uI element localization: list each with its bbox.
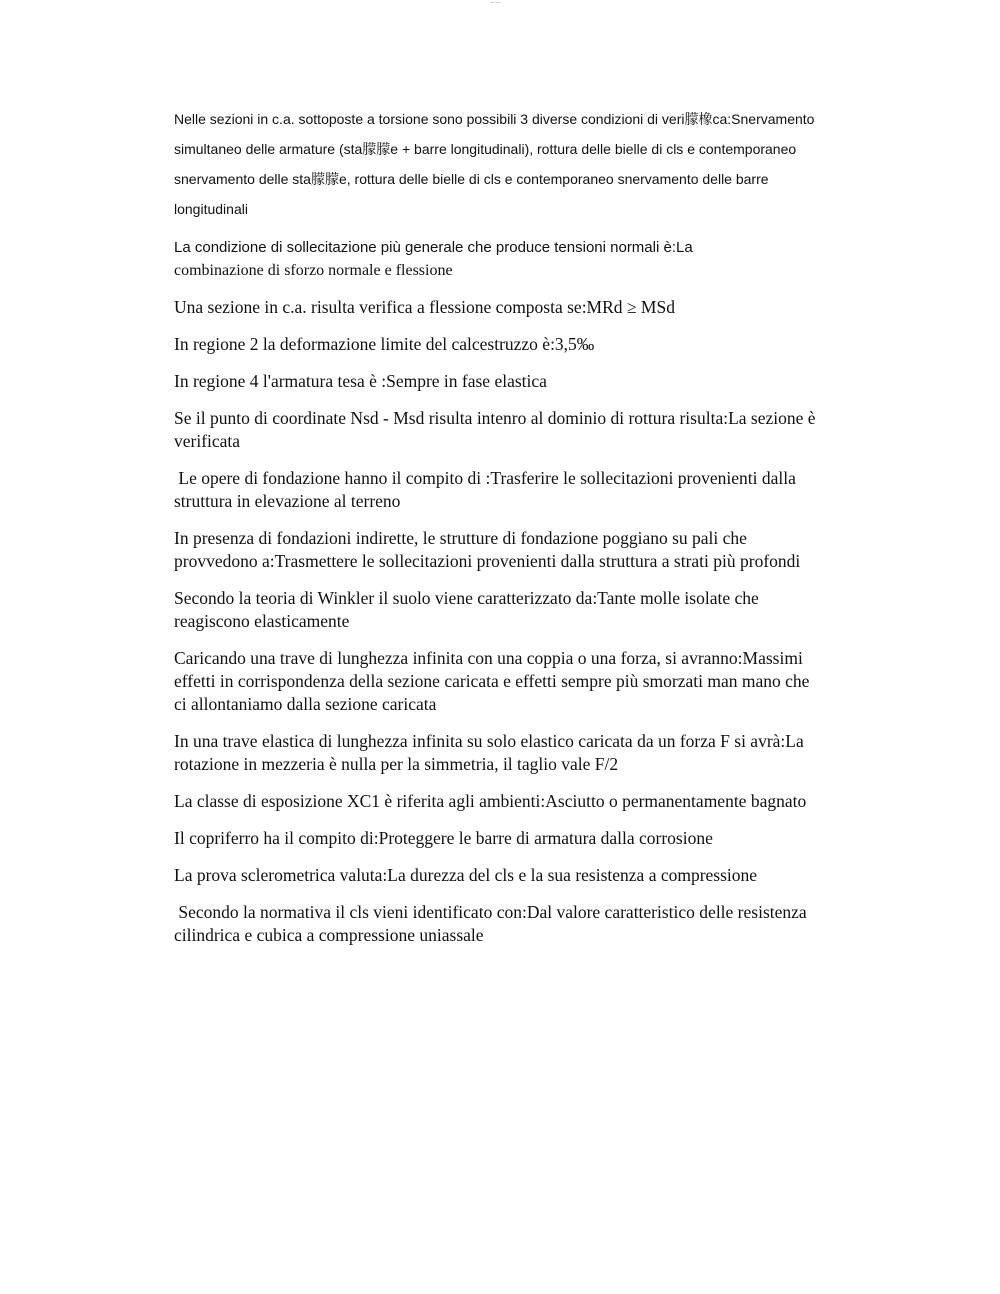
paragraph-dominio-rottura: Se il punto di coordinate Nsd - Msd risulta intenro al dominio di rottura risulta:La sezione è verificata [174,408,816,451]
paragraph-fondazioni-indirette: In presenza di fondazioni indirette, le strutture di fondazione poggiano su pali che provvedono a:Trasmettere le sollecitazioni provenienti dalla struttura a strati più profondi [174,528,801,571]
paragraph-opere-fondazione: Le opere di fondazione hanno il compito di :Trasferire le sollecitazioni provenienti dalla struttura in elevazione al terreno [174,468,796,511]
paragraph-winkler: Secondo la teoria di Winkler il suolo viene caratterizzato da:Tante molle isolate che reagiscono elasticamente [174,588,759,631]
paragraph-torsione: Nelle sezioni in c.a. sottoposte a torsione sono possibili 3 diverse condizioni di veri朦橡ca:Snervamento simultaneo delle armature (sta朦朦e + barre longitudinali), rottura delle bielle di cls e contemporaneo snervamento delle sta朦朦e, rottura delle bielle di cls e contemporaneo snervamento delle barre longitudinali [174,111,815,217]
paragraph-sollecitazione-line2: combinazione di sforzo normale e flessione [174,262,453,279]
paragraph-prova-sclerometrica: La prova sclerometrica valuta:La durezza del cls e la sua resistenza a compressione [174,865,758,885]
document-body [174,104,824,947]
paragraph-trave-infinita: Caricando una trave di lunghezza infinita con una coppia o una forza, si avranno:Massimi effetti in corrispondenza della sezione caricata e effetti sempre più smorzati man mano che ci allontaniamo dalla sezione caricata [174,648,810,714]
paragraph-trave-elastica: In una trave elastica di lunghezza infinita su solo elastico caricata da un forza F si avrà:La rotazione in mezzeria è nulla per la simmetria, il taglio vale F/2 [174,731,804,774]
paragraph-regione-2: In regione 2 la deformazione limite del calcestruzzo è:3,5‰ [174,334,595,354]
paragraph-copriferro: Il copriferro ha il compito di:Proteggere le barre di armatura dalla corrosione [174,828,713,848]
paragraph-sollecitazione [174,236,824,282]
paragraph-classe-esposizione: La classe di esposizione XC1 è riferita agli ambienti:Asciutto o permanentamente bagnato [174,791,807,811]
paragraph-sollecitazione-line1: La condizione di sollecitazione più generale che produce tensioni normali è:La [174,239,693,256]
paragraph-flessione-composta: Una sezione in c.a. risulta verifica a flessione composta se:MRd ≥ MSd [174,297,675,317]
page-header-mark: —— [490,0,502,6]
paragraph-normativa-cls: Secondo la normativa il cls vieni identificato con:Dal valore caratteristico delle resistenza cilindrica e cubica a compressione uniassale [174,902,807,945]
paragraph-regione-4: In regione 4 l'armatura tesa è :Sempre in fase elastica [174,371,547,391]
